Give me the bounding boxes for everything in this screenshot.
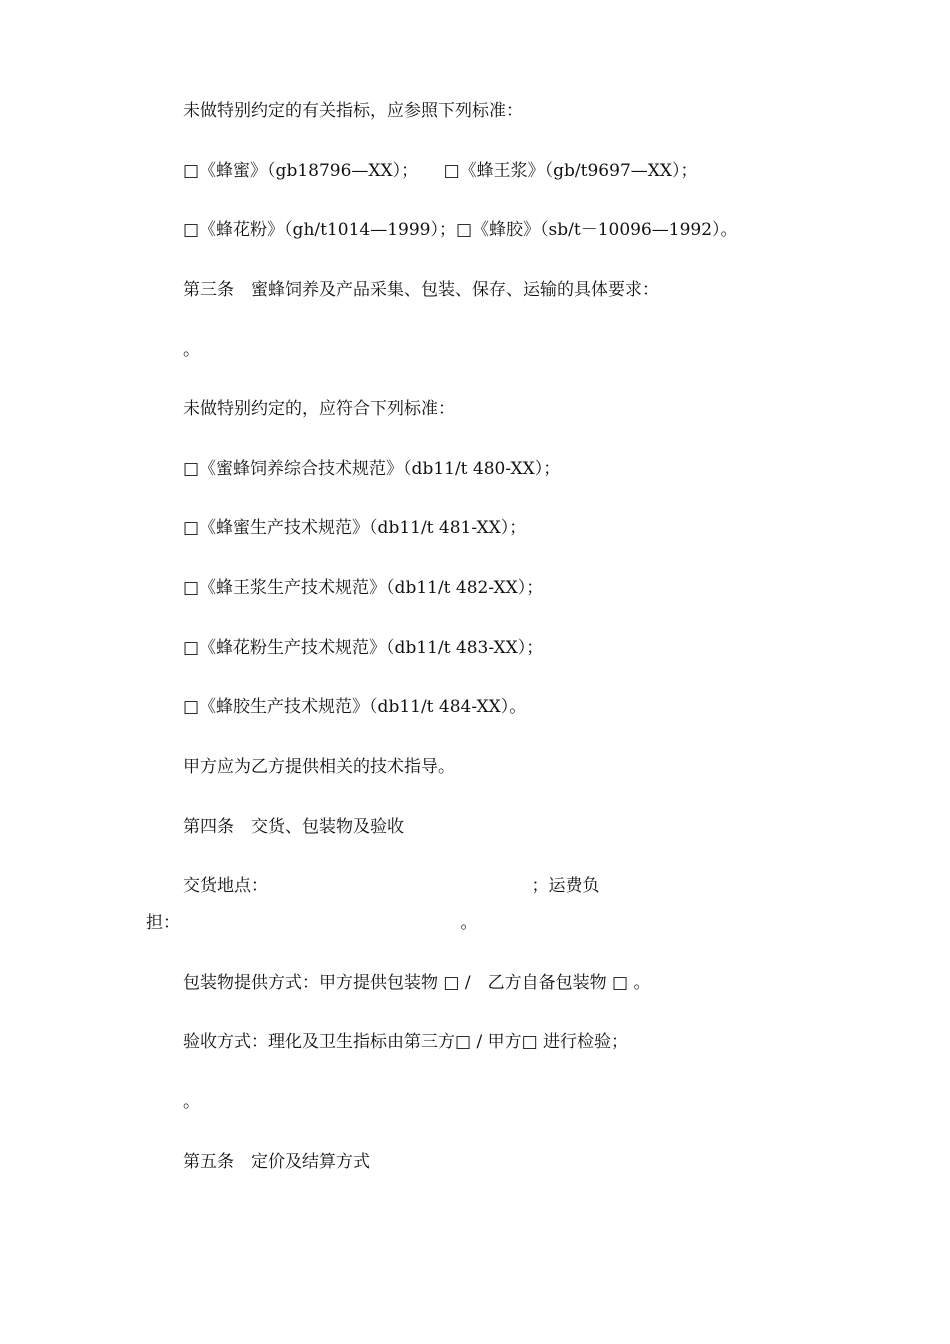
delivery-location-field: 交货地点： ；运费负: [183, 876, 600, 896]
freight-burden-field: 担： 。: [146, 913, 478, 933]
standard-checkbox-breeding: □《蜜蜂饲养综合技术规范》（db11/t 480-XX）；: [183, 459, 561, 479]
standard-checkbox-royal-jelly-production: □《蜂王浆生产技术规范》（db11/t 482-XX）；: [183, 578, 544, 598]
standard-checkbox-honey-royal-jelly: □《蜂蜜》（gb18796—XX）； □《蜂王浆》（gb/t9697—XX）；: [183, 161, 698, 181]
standards-comply-text: 未做特别约定的，应符合下列标准：: [183, 399, 455, 419]
article-5-heading: 第五条 定价及结算方式: [183, 1152, 370, 1172]
blank-fill-line: 。: [183, 340, 200, 360]
standard-checkbox-propolis-production: □《蜂胶生产技术规范》（db11/t 484-XX）。: [183, 697, 527, 717]
packaging-method-text: 包装物提供方式：甲方提供包装物 □ / 乙方自备包装物 □ 。: [183, 973, 651, 993]
standard-checkbox-pollen-propolis: □《蜂花粉》（gh/t1014—1999）；□《蜂胶》（sb/t－10096—1992）。: [183, 220, 738, 240]
standard-checkbox-honey-production: □《蜂蜜生产技术规范》（db11/t 481-XX）；: [183, 518, 527, 538]
standards-intro-text: 未做特别约定的有关指标，应参照下列标准：: [183, 101, 523, 121]
article-4-heading: 第四条 交货、包装物及验收: [183, 817, 404, 837]
article-3-heading: 第三条 蜜蜂饲养及产品采集、包装、保存、运输的具体要求：: [183, 280, 659, 300]
acceptance-method-text: 验收方式：理化及卫生指标由第三方□ / 甲方□ 进行检验；: [183, 1032, 629, 1052]
technical-guidance-text: 甲方应为乙方提供相关的技术指导。: [183, 757, 455, 777]
standard-checkbox-pollen-production: □《蜂花粉生产技术规范》（db11/t 483-XX）；: [183, 638, 544, 658]
blank-fill-line-2: 。: [183, 1092, 200, 1112]
